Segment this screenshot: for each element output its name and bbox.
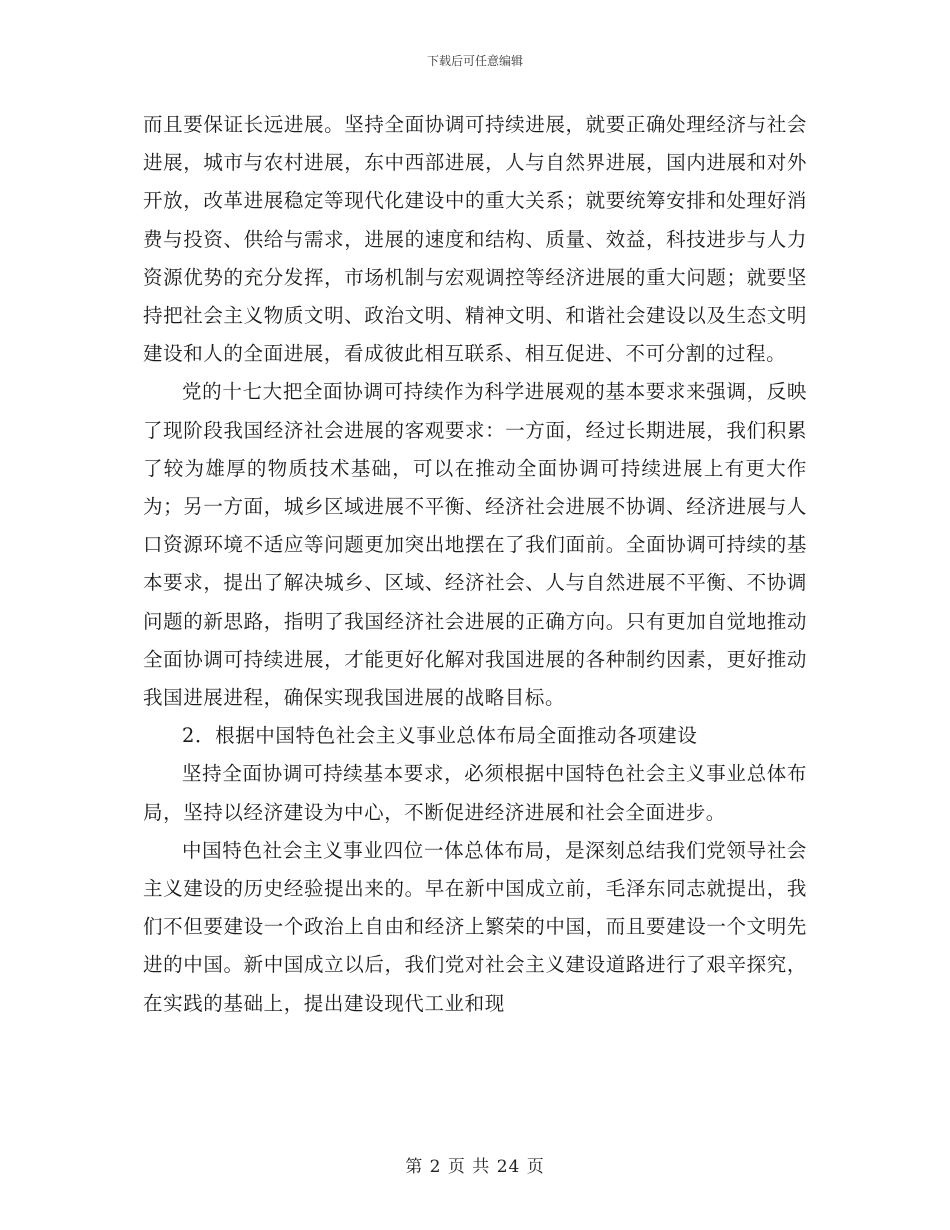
page-header: 下载后可任意编辑 bbox=[426, 54, 523, 68]
paragraph-seventeenth-congress: 党的十七大把全面协调可持续作为科学进展观的基本要求来强调，反映了现阶段我国经济社会进展的客观要求：一方面，经过长期进展，我们积累了较为雄厚的物质技术基础，可以在推动全面协调可持续进展上有更大作为；另一方面，城乡区域进展不平衡、经济社会进展不协调、经济进展与人口资源环境不适应等问题更加突出地摆在了我们面前。全面协调可持续的基本要求，提出了解决城乡、区域、经济社会、人与自然进展不平衡、不协调问题的新思路，指明了我国经济社会进展的正确方向。只有更加自觉地推动全面协调可持续进展，才能更好化解对我国进展的各种制约因素，更好推动我国进展进程，确保实现我国进展的战略目标。 bbox=[143, 380, 807, 710]
section-heading: 2．根据中国特色社会主义事业总体布局全面推动各项建设 bbox=[182, 724, 698, 748]
paragraph-four-in-one: 中国特色社会主义事业四位一体总体布局，是深刻总结我们党领导社会主义建设的历史经验提出来的。早在新中国成立前，毛泽东同志就提出，我们不但要建设一个政治上自由和经济上繁荣的中国，而且要建设一个文明先进的中国。新中国成立以后，我们党对社会主义建设道路进行了艰辛探究，在实践的基础上，提出建设现代工业和现 bbox=[143, 838, 807, 1015]
page-footer: 第 2 页 共 24 页 bbox=[405, 1157, 545, 1177]
paragraph-overall-layout: 坚持全面协调可持续基本要求，必须根据中国特色社会主义事业总体布局，坚持以经济建设为中心，不断促进经济进展和社会全面进步。 bbox=[143, 762, 807, 824]
paragraph-continuation: 而且要保证长远进展。坚持全面协调可持续进展，就要正确处理经济与社会进展，城市与农村进展，东中西部进展，人与自然界进展，国内进展和对外开放，改革进展稳定等现代化建设中的重大关系；就要统筹安排和处理好消费与投资、供给与需求，进展的速度和结构、质量、效益，科技进步与人力资源优势的充分发挥，市场机制与宏观调控等经济进展的重大问题；就要坚持把社会主义物质文明、政治文明、精神文明、和谐社会建设以及生态文明建设和人的全面进展，看成彼此相互联系、相互促进、不可分割的过程。 bbox=[143, 113, 807, 366]
document-body bbox=[143, 106, 807, 1023]
